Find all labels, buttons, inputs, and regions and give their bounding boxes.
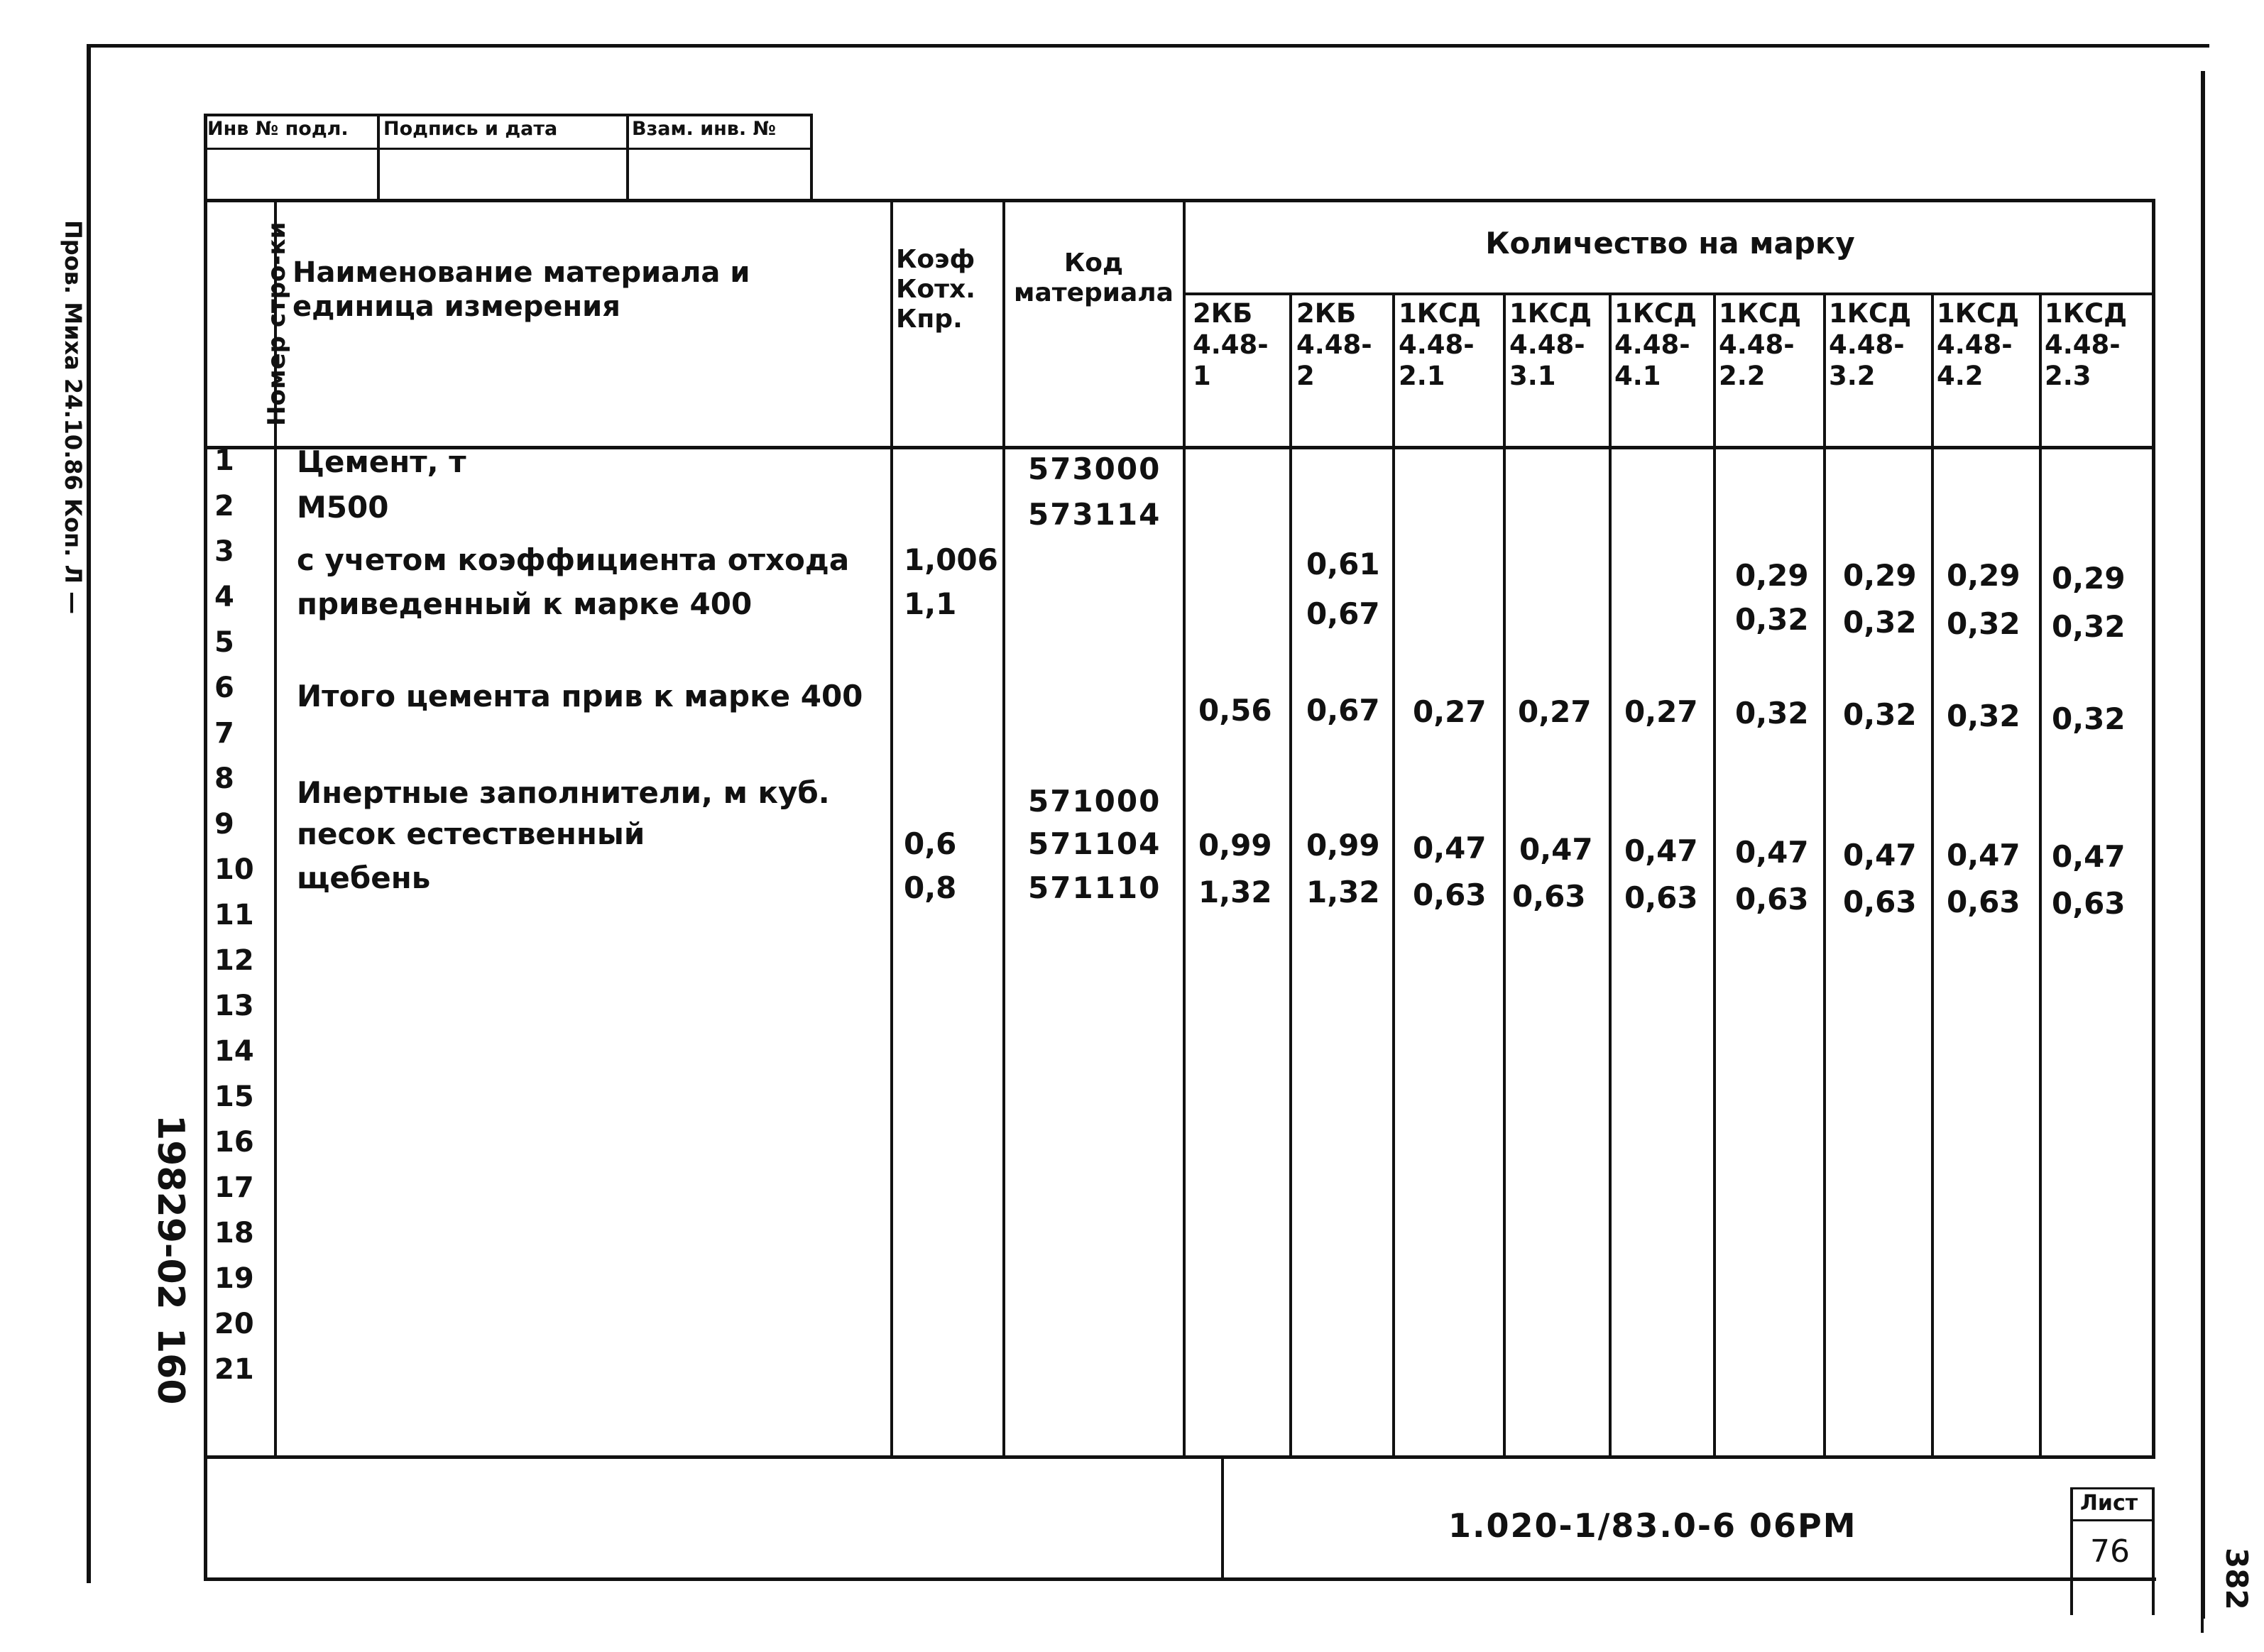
quantity-cell: 0,67 — [1306, 596, 1380, 631]
row-number: 19 — [214, 1262, 254, 1295]
material-code: 571110 — [1028, 870, 1161, 905]
row-number: 5 — [214, 626, 234, 659]
quantity-cell: 0,27 — [1624, 694, 1698, 729]
row-number: 8 — [214, 762, 234, 795]
material-code: 571000 — [1028, 784, 1161, 819]
row-number: 2 — [214, 490, 234, 523]
quantity-cell: 0,63 — [1512, 879, 1586, 914]
quantity-cell: 0,32 — [1843, 605, 1917, 640]
mark-header: 1КСД 4.48- 4.1 — [1614, 298, 1697, 391]
mark-header: 1КСД 4.48- 3.2 — [1829, 298, 1912, 391]
quantity-cell: 0,67 — [1306, 693, 1380, 728]
row-number: 3 — [214, 535, 234, 568]
quantity-cell: 0,63 — [1413, 877, 1487, 912]
stamp-inv-podl: Инв № подл. — [207, 118, 349, 140]
quantity-cell: 0,29 — [1735, 558, 1809, 593]
row-number: 17 — [214, 1171, 254, 1204]
row-number: 13 — [214, 990, 254, 1022]
quantity-cell: 0,47 — [1413, 831, 1487, 865]
material-name: М500 — [297, 490, 389, 525]
quantity-cell: 0,63 — [1843, 885, 1917, 919]
quantity-cell: 0,47 — [1735, 835, 1809, 870]
quantity-cell: 0,27 — [1413, 694, 1487, 729]
side-check-note: Пров. Миха 24.10.86 Коп. Л — — [60, 220, 87, 615]
stamp-vzam-inv: Взам. инв. № — [632, 118, 777, 140]
frame-top-border — [87, 44, 2209, 48]
material-name: песок естественный — [297, 816, 645, 851]
material-code: 573000 — [1028, 452, 1161, 486]
row-number: 4 — [214, 581, 234, 613]
quantity-cell: 0,47 — [1947, 838, 2020, 873]
mark-header: 1КСД 4.48- 4.2 — [1937, 298, 2020, 391]
quantity-cell: 0,63 — [2052, 886, 2126, 921]
quantity-cell: 0,32 — [1843, 697, 1917, 732]
mark-header: 2КБ 4.48- 1 — [1193, 298, 1269, 391]
row-number: 10 — [214, 853, 254, 886]
sheet-label: Лист — [2080, 1491, 2138, 1516]
row-number: 1 — [214, 444, 234, 477]
quantity-cell: 0,47 — [2052, 839, 2126, 874]
material-name: с учетом коэффициента отхода — [297, 542, 850, 577]
row-number: 16 — [214, 1126, 254, 1159]
quantity-cell: 0,32 — [1735, 602, 1809, 637]
coefficient-value: 0,6 — [904, 826, 957, 861]
coefficient-value: 0,8 — [904, 870, 957, 905]
mark-header: 2КБ 4.48- 2 — [1296, 298, 1372, 391]
material-name: Итого цемента прив к марке 400 — [297, 679, 863, 713]
quantity-cell: 0,29 — [1947, 558, 2020, 593]
quantity-cell: 0,63 — [1947, 885, 2020, 919]
header-material-name: Наименование материала и единица измерения — [292, 256, 750, 323]
coefficient-value: 1,1 — [904, 586, 957, 621]
sheet-number: 76 — [2090, 1533, 2130, 1570]
row-number: 14 — [214, 1035, 254, 1068]
header-row-number: Номер стро-ки — [263, 221, 291, 426]
quantity-cell: 0,32 — [1947, 699, 2020, 733]
quantity-cell: 0,27 — [1518, 694, 1592, 729]
quantity-cell: 0,99 — [1306, 828, 1380, 863]
material-name: щебень — [297, 860, 431, 895]
quantity-cell: 0,47 — [1843, 838, 1917, 873]
mark-header: 1КСД 4.48- 3.1 — [1509, 298, 1592, 391]
row-number: 15 — [214, 1081, 254, 1113]
header-material-code: Код материала — [1014, 248, 1174, 307]
quantity-cell: 0,63 — [1735, 882, 1809, 917]
coefficient-value: 1,006 — [904, 542, 998, 577]
mark-header: 1КСД 4.48- 2.2 — [1719, 298, 1802, 391]
quantity-cell: 0,99 — [1198, 828, 1272, 863]
side-archive-number: 19829-02 — [149, 1115, 192, 1310]
row-number: 18 — [214, 1217, 254, 1249]
quantity-cell: 0,61 — [1306, 547, 1380, 581]
quantity-cell: 0,47 — [1519, 832, 1593, 867]
quantity-cell: 0,32 — [2052, 701, 2126, 736]
quantity-cell: 0,29 — [2052, 561, 2126, 596]
quantity-cell: 0,63 — [1624, 880, 1698, 915]
mark-header: 1КСД 4.48- 2.3 — [2045, 298, 2128, 391]
row-number: 20 — [214, 1308, 254, 1340]
material-code: 571104 — [1028, 826, 1161, 861]
header-coefficient: Коэф Котх. Кпр. — [896, 245, 975, 334]
quantity-cell: 0,32 — [1735, 696, 1809, 731]
document-code: 1.020-1/83.0-6 06РМ — [1448, 1506, 1857, 1545]
material-name: Цемент, т — [297, 444, 466, 479]
quantity-cell: 0,56 — [1198, 693, 1272, 728]
quantity-cell: 0,47 — [1624, 833, 1698, 868]
material-name: Инертные заполнители, м куб. — [297, 775, 830, 810]
row-number: 11 — [214, 899, 254, 931]
row-number: 21 — [214, 1353, 254, 1386]
quantity-cell: 1,32 — [1198, 875, 1272, 909]
mark-header: 1КСД 4.48- 2.1 — [1399, 298, 1482, 391]
side-archive-page: 160 — [149, 1328, 192, 1405]
row-number: 6 — [214, 672, 234, 704]
frame-left-border — [87, 44, 91, 1583]
row-number: 12 — [214, 944, 254, 977]
stamp-signature-date: Подпись и дата — [383, 118, 558, 140]
corner-number: 382 — [2219, 1548, 2254, 1610]
quantity-cell: 0,32 — [1947, 606, 2020, 641]
material-name: приведенный к марке 400 — [297, 586, 753, 621]
quantity-cell: 1,32 — [1306, 875, 1380, 909]
row-number: 9 — [214, 808, 234, 841]
quantity-cell: 0,29 — [1843, 558, 1917, 593]
material-code: 573114 — [1028, 497, 1161, 532]
row-number: 7 — [214, 717, 234, 750]
header-quantity-per-mark: Количество на марку — [1485, 226, 1855, 261]
frame-right-border — [2201, 71, 2205, 1619]
quantity-cell: 0,32 — [2052, 609, 2126, 644]
